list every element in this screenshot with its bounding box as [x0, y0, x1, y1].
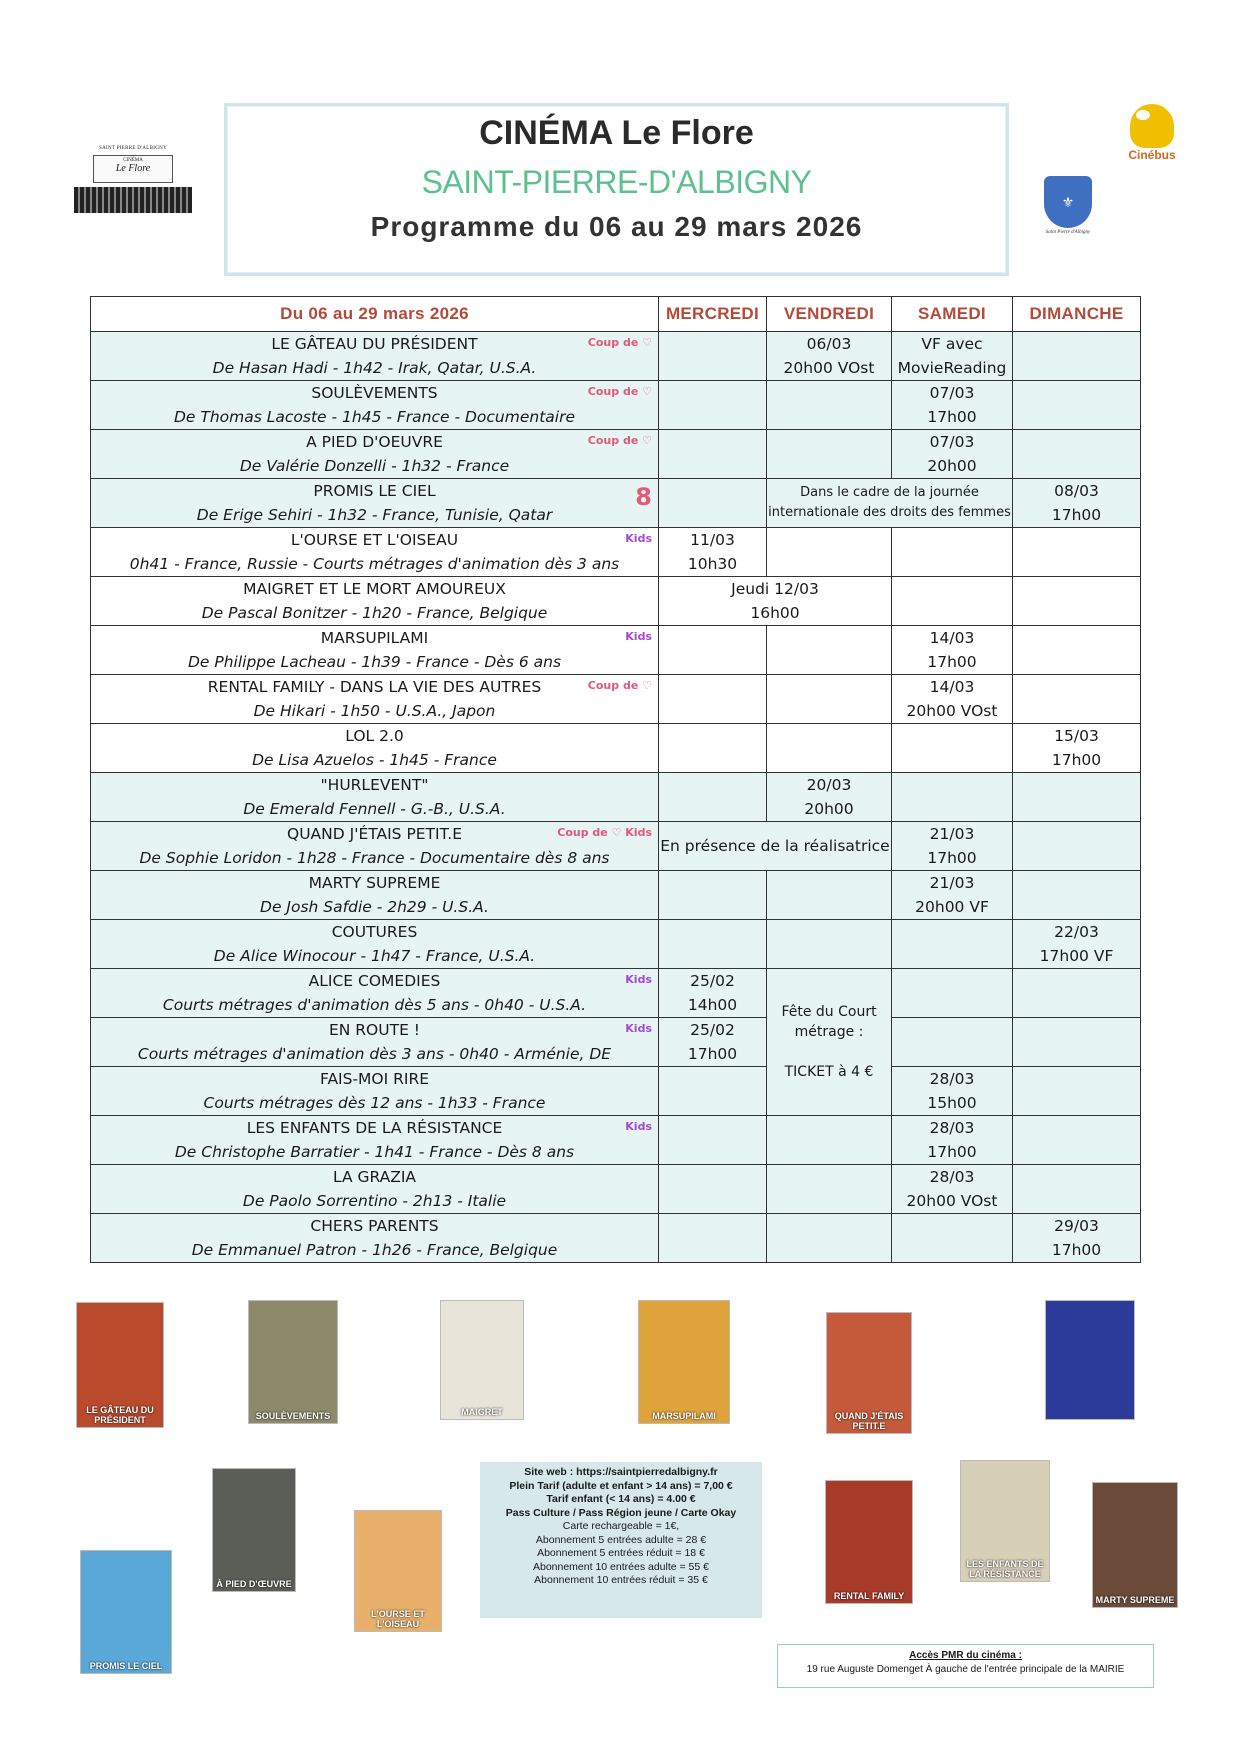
header-dimanche: DIMANCHE: [1013, 297, 1141, 332]
film-cell: [91, 1116, 659, 1165]
film-title: FAIS-MOI RIRE: [319, 1070, 430, 1088]
showtime-mercredi: [659, 871, 767, 920]
showtime-mer-ven: [659, 577, 892, 626]
film-cell: [91, 1067, 659, 1116]
showtime: 08/03 17h00: [1051, 482, 1102, 524]
showtime-dimanche: [1013, 626, 1141, 675]
poster-title: MARSUPILAMI: [652, 1411, 716, 1421]
film-title: LE GÂTEAU DU PRÉSIDENT: [271, 335, 478, 353]
cinema-title: CINÉMA Le Flore: [479, 114, 754, 152]
showtime-dimanche: [1013, 381, 1141, 430]
showtime-dimanche: [1013, 920, 1141, 969]
showtime: 28/03 20h00 VOst: [906, 1168, 998, 1210]
film-title: LOL 2.0: [345, 727, 404, 745]
showtime-dimanche: [1013, 871, 1141, 920]
showtime: En présence de la réalisatrice: [660, 837, 890, 855]
film-cell: [91, 822, 659, 871]
film-details: De Emmanuel Patron - 1h26 - France, Belgique: [191, 1241, 558, 1259]
film-poster: [76, 1302, 164, 1428]
film-poster: [354, 1510, 442, 1632]
showtime-vendredi: [767, 332, 892, 381]
price-info-box: [480, 1462, 762, 1618]
header-mercredi: MERCREDI: [659, 297, 767, 332]
showtime: 06/03 20h00 VOst: [783, 335, 875, 377]
film-title: MAIGRET ET LE MORT AMOUREUX: [243, 580, 506, 598]
film-cell: [91, 871, 659, 920]
film-details: De Christophe Barratier - 1h41 - France - Dès 8 ans: [174, 1143, 575, 1161]
poster-title: SOULÈVEMENTS: [255, 1411, 331, 1421]
showtime: 20/03 20h00: [804, 776, 854, 818]
film-details: Courts métrages d'animation dès 3 ans - 0h40 - Arménie, DE: [137, 1045, 612, 1063]
showtime-mercredi: [659, 332, 767, 381]
showtime: 14/03 17h00: [927, 629, 977, 671]
table-row: [91, 1018, 1141, 1067]
film-cell: [91, 430, 659, 479]
logo-cinema-word: CINÉMA: [123, 158, 143, 163]
logo-seats: [74, 187, 192, 213]
film-title: L'OURSE ET L'OISEAU: [290, 531, 459, 549]
showtime-mercredi: [659, 1165, 767, 1214]
showtime-samedi: [892, 430, 1013, 479]
showtime-samedi: [892, 1165, 1013, 1214]
label-badge-icon: Coup de ♡: [587, 679, 652, 692]
showtime-samedi: [892, 773, 1013, 822]
header-box: [224, 103, 1009, 276]
film-title: LA GRAZIA: [332, 1168, 417, 1186]
showtime-samedi: [892, 1018, 1013, 1067]
showtime-mer-ven: [659, 822, 892, 871]
film-cell: [91, 969, 659, 1018]
label-badge-icon: Kids: [625, 1022, 652, 1035]
showtime: 25/02 17h00: [687, 1021, 738, 1063]
showtime-samedi: [892, 626, 1013, 675]
schedule-table: [90, 296, 1141, 1263]
header-vendredi: VENDREDI: [767, 297, 892, 332]
showtime-samedi: [892, 332, 1013, 381]
film-title: MARTY SUPREME: [308, 874, 441, 892]
table-row: [91, 381, 1141, 430]
showtime-vendredi: [767, 430, 892, 479]
film-title: LES ENFANTS DE LA RÉSISTANCE: [246, 1119, 503, 1137]
showtime-vendredi: [767, 381, 892, 430]
showtime-dimanche: [1013, 528, 1141, 577]
showtime-dimanche: [1013, 1067, 1141, 1116]
showtime-mercredi: [659, 1116, 767, 1165]
showtime-mercredi: [659, 626, 767, 675]
showtime-mercredi: [659, 381, 767, 430]
showtime-dimanche: [1013, 724, 1141, 773]
film-cell: [91, 577, 659, 626]
showtime: 15/03 17h00: [1051, 727, 1102, 769]
fete-court-cell: [767, 969, 892, 1116]
showtime-samedi: [892, 724, 1013, 773]
showtime-dimanche: [1013, 332, 1141, 381]
film-details: De Thomas Lacoste - 1h45 - France - Documentaire: [173, 408, 576, 426]
showtime-samedi: [892, 1214, 1013, 1263]
table-row: [91, 1116, 1141, 1165]
label-badge-icon: Coup de ♡: [587, 434, 652, 447]
poster-title: MAIGRET: [461, 1407, 503, 1417]
showtime-vendredi: [767, 1214, 892, 1263]
film-details: De Emerald Fennell - G.-B., U.S.A.: [243, 800, 506, 818]
table-row: [91, 724, 1141, 773]
film-details: De Valérie Donzelli - 1h32 - France: [239, 457, 510, 475]
showtime: 29/03 17h00: [1051, 1217, 1102, 1259]
card-line: Carte rechargeable = 1€,: [562, 1520, 680, 1532]
logo-town: SAINT PIERRE D'ALBIGNY: [99, 146, 167, 151]
film-title: CHERS PARENTS: [310, 1217, 439, 1235]
film-poster: [1045, 1300, 1135, 1420]
poster-title: QUAND J'ÉTAIS PETIT.E: [834, 1411, 904, 1431]
cinebus-label: Cinébus: [1128, 148, 1176, 162]
poster-title: RENTAL FAMILY: [833, 1591, 905, 1601]
showtime-mercredi: [659, 675, 767, 724]
table-row: [91, 577, 1141, 626]
sub-10-reduced: Abonnement 10 entrées réduit = 35 €: [534, 1574, 708, 1586]
film-details: De Hasan Hadi - 1h42 - Irak, Qatar, U.S.A.: [212, 359, 537, 377]
label-badge-icon: Coup de ♡ Kids: [557, 826, 652, 839]
film-poster: [638, 1300, 730, 1424]
showtime-mercredi: [659, 1214, 767, 1263]
showtime-mercredi: [659, 1067, 767, 1116]
film-title: "HURLEVENT": [320, 776, 429, 794]
poster-title: LES ENFANTS DE LA RÉSISTANCE: [966, 1559, 1044, 1579]
showtime-samedi: [892, 675, 1013, 724]
table-row: [91, 1067, 1141, 1116]
film-cell: [91, 675, 659, 724]
price-child: Tarif enfant (< 14 ans) = 4.00 €: [546, 1493, 696, 1505]
showtime: 28/03 17h00: [927, 1119, 977, 1161]
showtime-dimanche: [1013, 773, 1141, 822]
film-details: Courts métrages d'animation dès 5 ans - 0h40 - U.S.A.: [162, 996, 587, 1014]
film-cell: [91, 773, 659, 822]
showtime-dimanche: [1013, 1018, 1141, 1067]
showtime-mercredi: [659, 969, 767, 1018]
showtime-mercredi: [659, 479, 767, 528]
film-title: MARSUPILAMI: [320, 629, 429, 647]
film-poster: [1092, 1482, 1178, 1608]
film-poster: [826, 1312, 912, 1434]
showtime-vendredi: [767, 528, 892, 577]
table-row: [91, 822, 1141, 871]
showtime-mercredi: [659, 528, 767, 577]
showtime-mercredi: [659, 430, 767, 479]
showtime-samedi: [892, 920, 1013, 969]
coat-of-arms: [1040, 176, 1096, 242]
showtime-samedi: [892, 822, 1013, 871]
website-line: Site web : https://saintpierredalbigny.fr: [524, 1466, 718, 1478]
logo-screen: [93, 155, 173, 183]
film-details: 0h41 - France, Russie - Courts métrages d'animation dès 3 ans: [129, 555, 620, 573]
showtime-samedi: [892, 969, 1013, 1018]
sub-5-reduced: Abonnement 5 entrées réduit = 18 €: [537, 1547, 705, 1559]
showtime-dimanche: [1013, 1214, 1141, 1263]
showtime: VF avec MovieReading: [897, 335, 1007, 377]
showtime-mercredi: [659, 773, 767, 822]
film-title: RENTAL FAMILY - DANS LA VIE DES AUTRES: [207, 678, 542, 696]
film-cell: [91, 1165, 659, 1214]
film-title: PROMIS LE CIEL: [313, 482, 436, 500]
poster-title: LE GÂTEAU DU PRÉSIDENT: [86, 1405, 154, 1425]
poster-title: MARTY SUPREME: [1095, 1595, 1175, 1605]
table-row: [91, 626, 1141, 675]
showtime: 11/03 10h30: [687, 531, 738, 573]
shield-icon: ⚜: [1044, 176, 1092, 228]
film-poster: [825, 1480, 913, 1604]
showtime-dimanche: [1013, 430, 1141, 479]
film-details: De Paolo Sorrentino - 2h13 - Italie: [242, 1192, 507, 1210]
showtime: 22/03 17h00 VF: [1039, 923, 1114, 965]
showtime-vendredi: [767, 1116, 892, 1165]
showtime-dimanche: [1013, 577, 1141, 626]
showtime: Jeudi 12/03 16h00: [731, 580, 819, 622]
film-cell: [91, 332, 659, 381]
access-box: [777, 1644, 1154, 1688]
showtime: 07/03 20h00: [927, 433, 977, 475]
film-poster: [248, 1300, 338, 1424]
label-badge-icon: Kids: [625, 973, 652, 986]
access-address: 19 rue Auguste Domenget À gauche de l'entrée principale de la MAIRIE: [806, 1664, 1125, 1675]
film-cell: [91, 381, 659, 430]
film-title: ALICE COMEDIES: [308, 972, 441, 990]
film-cell: [91, 479, 659, 528]
poster-title: À PIED D'ŒUVRE: [216, 1579, 292, 1589]
film-title: EN ROUTE !: [328, 1021, 421, 1039]
film-cell: [91, 920, 659, 969]
showtime: 25/02 14h00: [687, 972, 738, 1014]
film-poster: [440, 1300, 524, 1420]
film-title: COUTURES: [331, 923, 418, 941]
showtime: 07/03 17h00: [927, 384, 977, 426]
table-row: [91, 332, 1141, 381]
showtime-samedi: [892, 1116, 1013, 1165]
header-dates: Du 06 au 29 mars 2026: [91, 297, 659, 332]
showtime-vendredi: [767, 724, 892, 773]
showtime: 21/03 17h00: [927, 825, 977, 867]
showtime: 21/03 20h00 VF: [915, 874, 989, 916]
showtime-vendredi: [767, 675, 892, 724]
showtime-vendredi: [767, 871, 892, 920]
film-details: De Erige Sehiri - 1h32 - France, Tunisie, Qatar: [196, 506, 553, 524]
table-row: [91, 479, 1141, 528]
showtime-mercredi: [659, 1018, 767, 1067]
table-row: [91, 773, 1141, 822]
film-cell: [91, 724, 659, 773]
access-title: Accès PMR du cinéma :: [909, 1650, 1022, 1661]
showtime-dimanche: [1013, 479, 1141, 528]
showtime-dimanche: [1013, 1165, 1141, 1214]
label-badge-icon: Coup de ♡: [587, 385, 652, 398]
cinema-logo: [74, 146, 192, 214]
showtime-ven-sam: [767, 479, 1013, 528]
showtime-samedi: [892, 577, 1013, 626]
showtime-dimanche: [1013, 822, 1141, 871]
film-details: De Philippe Lacheau - 1h39 - France - Dès 6 ans: [187, 653, 562, 671]
poster-title: [1088, 1415, 1092, 1419]
programme-title: Programme du 06 au 29 mars 2026: [370, 211, 863, 242]
label-badge-icon: Kids: [625, 532, 652, 545]
showtime: Dans le cadre de la journée internationale des droits des femmes: [768, 485, 1011, 520]
film-details: De Alice Winocour - 1h47 - France, U.S.A.: [213, 947, 536, 965]
film-poster: [212, 1468, 296, 1592]
poster-title: L'OURSE ET L'OISEAU: [371, 1609, 425, 1629]
showtime: 14/03 20h00 VOst: [906, 678, 998, 720]
film-cell: [91, 528, 659, 577]
film-cell: [91, 1018, 659, 1067]
table-row: [91, 430, 1141, 479]
film-details: De Pascal Bonitzer - 1h20 - France, Belgique: [201, 604, 548, 622]
sub-10-adult: Abonnement 10 entrées adulte = 55 €: [532, 1560, 709, 1573]
showtime-samedi: [892, 871, 1013, 920]
label-badge-icon: Kids: [625, 630, 652, 643]
film-details: Courts métrages dès 12 ans - 1h33 - France: [203, 1094, 546, 1112]
film-cell: [91, 626, 659, 675]
film-title: SOULÈVEMENTS: [311, 384, 438, 402]
showtime-mercredi: [659, 920, 767, 969]
film-details: De Hikari - 1h50 - U.S.A., Japon: [253, 702, 496, 720]
sub-5-adult: Abonnement 5 entrées adulte = 28 €: [535, 1533, 707, 1546]
film-title: A PIED D'OEUVRE: [306, 433, 443, 451]
showtime-vendredi: [767, 626, 892, 675]
label-badge-icon: Coup de ♡: [587, 336, 652, 349]
coat-caption: Saint Pierre d'Albigny: [1045, 230, 1091, 235]
pass-line: Pass Culture / Pass Région jeune / Carte Okay: [505, 1506, 737, 1519]
showtime-dimanche: [1013, 969, 1141, 1018]
showtime-vendredi: [767, 1165, 892, 1214]
table-row: [91, 920, 1141, 969]
label-badge-icon: 8: [635, 483, 652, 511]
showtime: 28/03 15h00: [927, 1070, 977, 1112]
fete-court-text: Fête du Court métrage : TICKET à 4 €: [781, 1004, 877, 1080]
logo-cinema-name: Le Flore: [115, 163, 151, 174]
header-samedi: SAMEDI: [892, 297, 1013, 332]
showtime-dimanche: [1013, 1116, 1141, 1165]
town-title: SAINT-PIERRE-D'ALBIGNY: [421, 164, 812, 200]
film-poster: [960, 1460, 1050, 1582]
showtime-dimanche: [1013, 675, 1141, 724]
table-row: [91, 675, 1141, 724]
showtime-vendredi: [767, 773, 892, 822]
table-row: [91, 969, 1141, 1018]
price-full: Plein Tarif (adulte et enfant > 14 ans) = 7,00 €: [509, 1479, 733, 1492]
showtime-samedi: [892, 1067, 1013, 1116]
film-details: De Sophie Loridon - 1h28 - France - Documentaire dès 8 ans: [139, 849, 610, 867]
table-row: [91, 1165, 1141, 1214]
table-row: [91, 871, 1141, 920]
cinebus-logo: [1118, 104, 1186, 176]
cinebus-icon: [1130, 104, 1174, 148]
schedule-body: [91, 332, 1141, 1263]
showtime-vendredi: [767, 920, 892, 969]
label-badge-icon: Kids: [625, 1120, 652, 1133]
showtime-samedi: [892, 381, 1013, 430]
film-details: De Josh Safdie - 2h29 - U.S.A.: [260, 898, 489, 916]
table-row: [91, 1214, 1141, 1263]
film-cell: [91, 1214, 659, 1263]
poster-title: PROMIS LE CIEL: [89, 1661, 163, 1671]
showtime-mercredi: [659, 724, 767, 773]
table-row: [91, 528, 1141, 577]
showtime-samedi: [892, 528, 1013, 577]
film-title: QUAND J'ÉTAIS PETIT.E: [287, 825, 462, 843]
film-details: De Lisa Azuelos - 1h45 - France: [252, 751, 497, 769]
film-poster: [80, 1550, 172, 1674]
